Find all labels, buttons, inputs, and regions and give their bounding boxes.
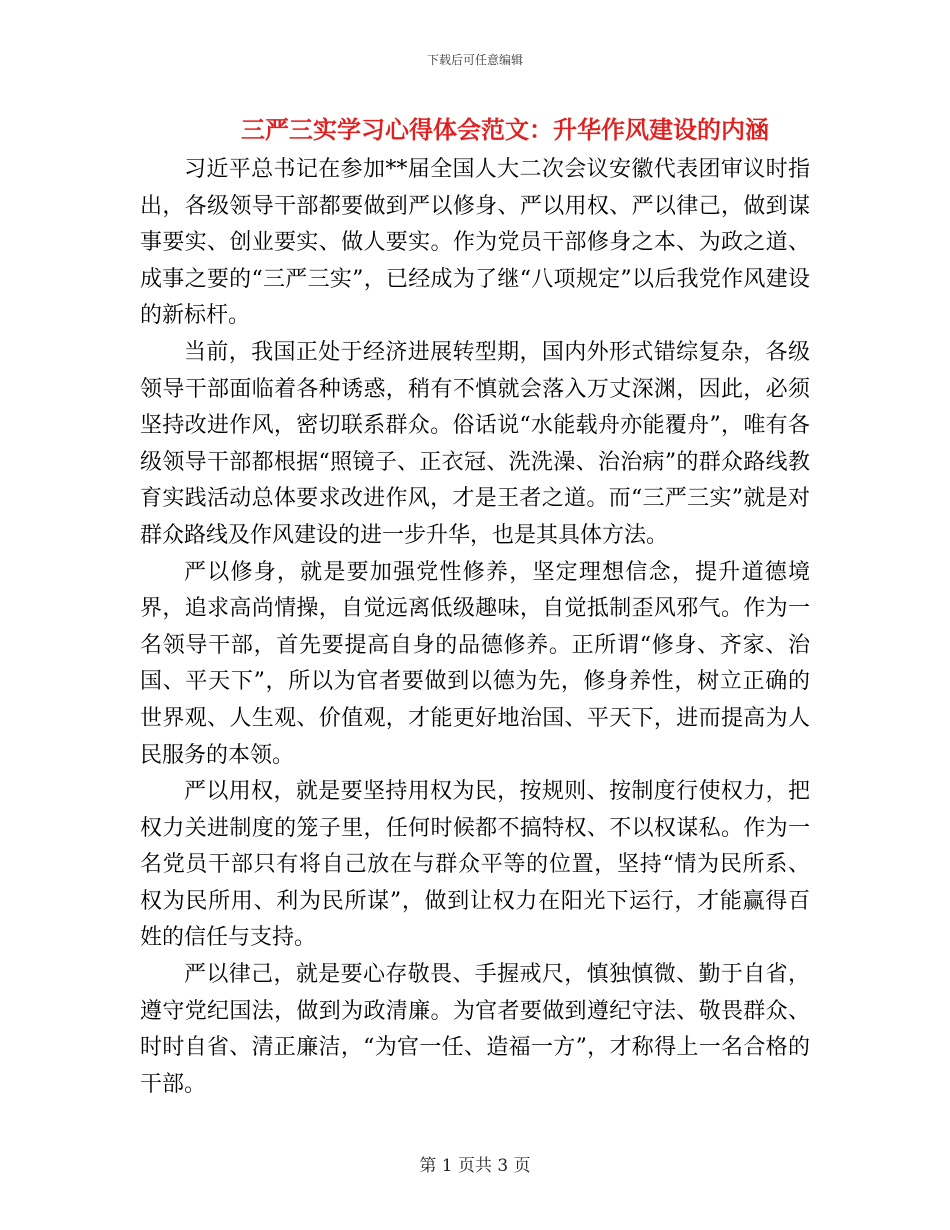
document-body [140,152,810,1103]
paragraph-2: 当前，我国正处于经济进展转型期，国内外形式错综复杂，各级领导干部面临着各种诱惑，稍有不慎就会落入万丈深渊，因此，必须坚持改进作风，密切联系群众。俗话说“水能载舟亦能覆舟”，唯有各级领导干部都根据“照镜子、正衣冠、洗洗澡、治治病”的群众路线教育实践活动总体要求改进作风，才是王者之道。而“三严三实”就是对群众路线及作风建设的进一步升华，也是其具体方法。 [140,339,810,548]
paragraph-3: 严以修身，就是要加强党性修养，坚定理想信念，提升道德境界，追求高尚情操，自觉远离低级趣味，自觉抵制歪风邪气。作为一名领导干部，首先要提高自身的品德修养。正所谓“修身、齐家、治国、平天下”，所以为官者要做到以德为先，修身养性，树立正确的世界观、人生观、价值观，才能更好地治国、平天下，进而提高为人民服务的本领。 [140,559,810,768]
page-number: 第 1 页共 3 页 [419,1156,531,1176]
paragraph-4: 严以用权，就是要坚持用权为民，按规则、按制度行使权力，把权力关进制度的笼子里，任何时候都不搞特权、不以权谋私。作为一名党员干部只有将自己放在与群众平等的位置，坚持“情为民所系、权为民所用、利为民所谋”，做到让权力在阳光下运行，才能赢得百姓的信任与支持。 [140,779,810,951]
paragraph-1: 习近平总书记在参加**届全国人大二次会议安徽代表团审议时指出，各级领导干部都要做到严以修身、严以用权、严以律己，做到谋事要实、创业要实、做人要实。作为党员干部修身之本、为政之道、成事之要的“三严三实”，已经成为了继“八项规定”以后我党作风建设的新标杆。 [140,157,810,329]
paragraph-5: 严以律己，就是要心存敬畏、手握戒尺，慎独慎微、勤于自省，遵守党纪国法，做到为政清廉。为官者要做到遵纪守法、敬畏群众、时时自省、清正廉洁，“为官一任、造福一方”，才称得上一名合格的干部。 [140,962,810,1097]
page-header-note: 下载后可任意编辑 [426,53,523,67]
document-title: 三严三实学习心得体会范文：升华作风建设的内涵 [241,115,769,144]
